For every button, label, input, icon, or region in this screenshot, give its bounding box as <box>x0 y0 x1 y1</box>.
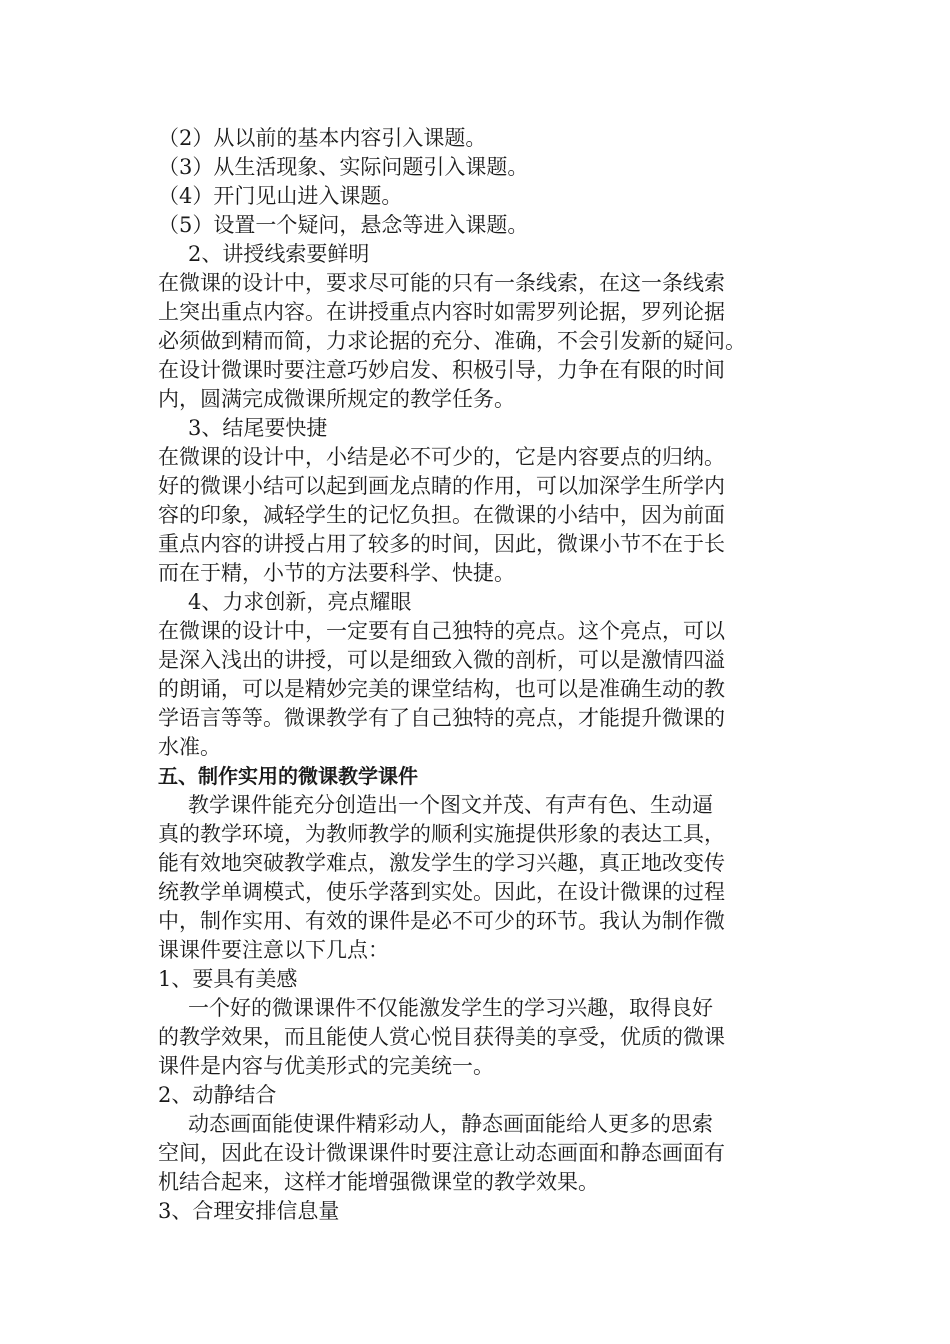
section-heading: 3、结尾要快捷 <box>188 416 328 440</box>
paragraph-line: 而在于精，小节的方法要科学、快捷。 <box>158 561 515 585</box>
paragraph-line: 的教学效果，而且能使人赏心悦目获得美的享受，优质的微课 <box>158 1025 725 1049</box>
list-item: （2）从以前的基本内容引入课题。 <box>158 126 487 150</box>
paragraph-line: 动态画面能使课件精彩动人，静态画面能给人更多的思索 <box>188 1112 713 1136</box>
paragraph-line: 水准。 <box>158 735 221 759</box>
paragraph-line: 容的印象，减轻学生的记忆负担。在微课的小结中，因为前面 <box>158 503 725 527</box>
subsection-heading: 3、合理安排信息量 <box>158 1199 340 1223</box>
paragraph-line: 在微课的设计中，要求尽可能的只有一条线索，在这一条线索 <box>158 271 725 295</box>
list-item: （4）开门见山进入课题。 <box>158 184 403 208</box>
paragraph-line: 空间，因此在设计微课课件时要注意让动态画面和静态画面有 <box>158 1141 725 1165</box>
paragraph-line: 上突出重点内容。在讲授重点内容时如需罗列论据，罗列论据 <box>158 300 725 324</box>
paragraph-line: 真的教学环境，为教师教学的顺利实施提供形象的表达工具， <box>158 822 725 846</box>
paragraph-line: 课件是内容与优美形式的完美统一。 <box>158 1054 494 1078</box>
paragraph-line: 好的微课小结可以起到画龙点睛的作用，可以加深学生所学内 <box>158 474 725 498</box>
paragraph-line: 在设计微课时要注意巧妙启发、积极引导，力争在有限的时间 <box>158 358 725 382</box>
paragraph-line: 中，制作实用、有效的课件是必不可少的环节。我认为制作微 <box>158 909 725 933</box>
paragraph-line: 必须做到精而简，力求论据的充分、准确，不会引发新的疑问。 <box>158 329 746 353</box>
paragraph-line: 能有效地突破教学难点，激发学生的学习兴趣，真正地改变传 <box>158 851 725 875</box>
paragraph-line: 在微课的设计中，一定要有自己独特的亮点。这个亮点，可以 <box>158 619 725 643</box>
list-item: （5）设置一个疑问，悬念等进入课题。 <box>158 213 529 237</box>
paragraph-line: 的朗诵，可以是精妙完美的课堂结构，也可以是准确生动的教 <box>158 677 725 701</box>
paragraph-line: 机结合起来，这样才能增强微课堂的教学效果。 <box>158 1170 599 1194</box>
paragraph-line: 在微课的设计中，小结是必不可少的，它是内容要点的归纳。 <box>158 445 725 469</box>
document-page <box>158 124 818 1226</box>
subsection-heading: 2、动静结合 <box>158 1083 277 1107</box>
paragraph-line: 统教学单调模式，使乐学落到实处。因此，在设计微课的过程 <box>158 880 725 904</box>
paragraph-line: 是深入浅出的讲授，可以是细致入微的剖析，可以是激情四溢 <box>158 648 725 672</box>
paragraph-line: 内，圆满完成微课所规定的教学任务。 <box>158 387 515 411</box>
paragraph-line: 课课件要注意以下几点： <box>158 938 389 962</box>
paragraph-line: 重点内容的讲授占用了较多的时间，因此，微课小节不在于长 <box>158 532 725 556</box>
section-heading: 2、讲授线索要鲜明 <box>188 242 370 266</box>
list-item: （3）从生活现象、实际问题引入课题。 <box>158 155 529 179</box>
paragraph-line: 教学课件能充分创造出一个图文并茂、有声有色、生动逼 <box>188 793 713 817</box>
part-heading: 五、制作实用的微课教学课件 <box>158 764 418 788</box>
section-heading: 4、力求创新，亮点耀眼 <box>188 590 412 614</box>
paragraph-line: 学语言等等。微课教学有了自己独特的亮点，才能提升微课的 <box>158 706 725 730</box>
paragraph-line: 一个好的微课课件不仅能激发学生的学习兴趣，取得良好 <box>188 996 713 1020</box>
subsection-heading: 1、要具有美感 <box>158 967 298 991</box>
